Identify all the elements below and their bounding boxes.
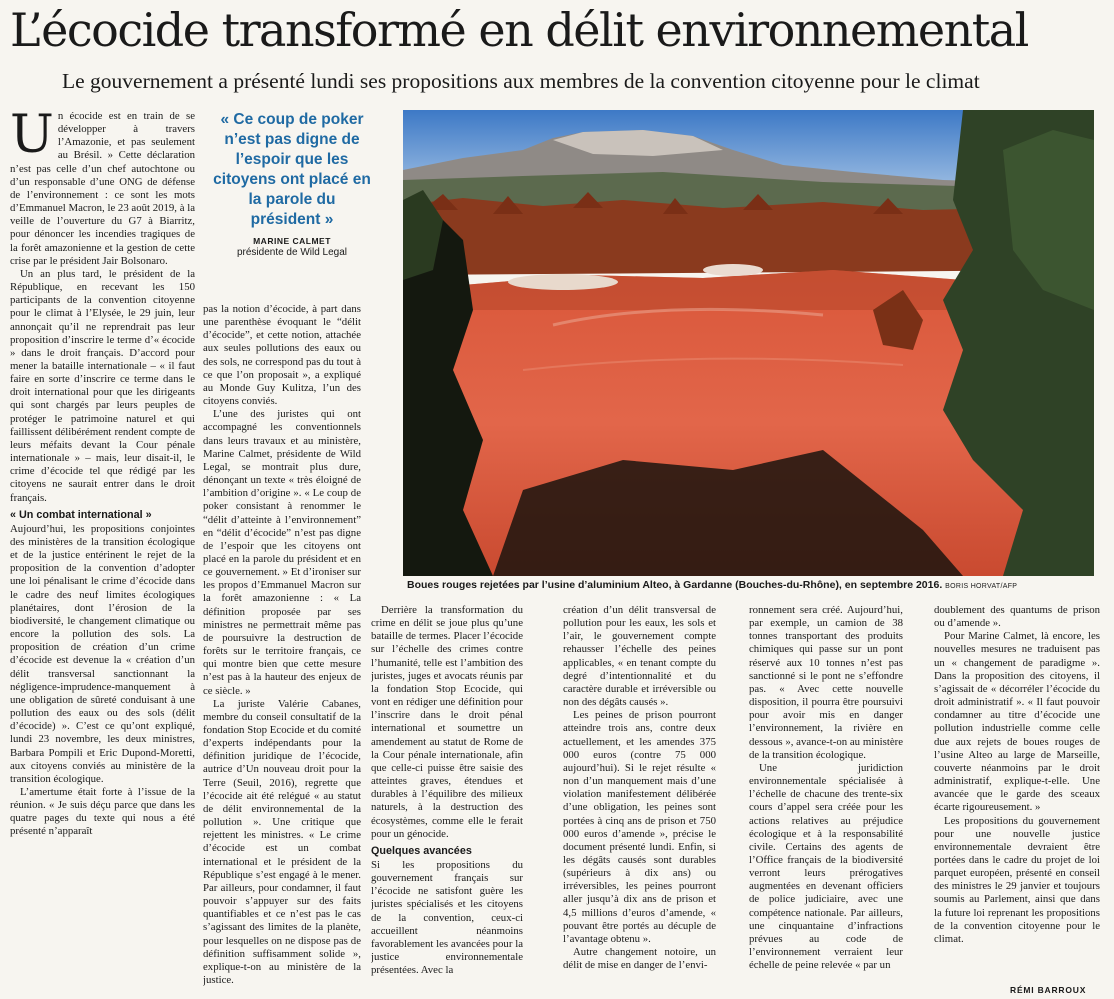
article-column-3 [371,604,523,988]
article-paragraph: L’amertume était forte à l’issue de la réunion. « Je suis déçu parce que dans les quatre pages du texte qui nous a été présenté n’apparaît [10,785,195,838]
photo-caption [407,579,1107,591]
pull-quote-author: MARINE CALMET [253,236,331,246]
article-paragraph: Si les propositions du gouvernement français sur l’écocide ne satisfont guère les juristes spécialisés et les citoyens de la convention, ceux-ci accueillent néanmoins favorablement les avancées pour la justice environnementale présentées. Avec la [371,858,523,977]
article-paragraph: Autre changement notoire, un délit de mise en danger de l’envi- [563,946,716,972]
article-paragraph: ronnement sera créé. Aujourd’hui, par exemple, un camion de 38 tonnes transportant des produits chimiques qui passe sur un pont réservé aux 10 tonnes n’est pas sanctionné si le pont ne s’effondre pas. « Avec cette nouvelle disposition, il pourra être poursuivi pour avoir mis en danger l’environnement, la rivière en dessous », avance-t-on au ministère de la transition écologique. [749,604,903,761]
article-column-2 [203,303,361,993]
article-paragraph: Aujourd’hui, les propositions conjointes des ministères de la transition écologique et de la justice entérinent le rejet de la proposition de la convention d’adopter une loi pénalisant le crime d’écocide dans le cadre des neuf limites écologiques planétaires, dont l’érosion de la biodiversité, le changement climatique ou encore la pollution des sols. La proposition de création d’un crime d’écocide est devenue la « création d’un délit transversal sanctionnant la négligence-imprudence-manquement à une obligation de sûreté conduisant à une pollution des eaux ou des sols (délit d’écocide) ». C’est ce qu’ont expliqué, lundi 23 novembre, les deux ministres, Barbara Pompili et Eric Dupond-Moretti, aux citoyens conviés au ministère de la transition écologique. [10,522,195,785]
article-paragraph: Un an plus tard, le président de la République, en recevant les 150 participants de la convention citoyenne pour le climat à l’Elysée, le 29 juin, leur annonçait qu’il ne reprendrait pas leur proposition d’inscrire le terme d’« écocide » dans le droit français. D’accord pour mener la bataille internationale – « il faut faire en sorte d’inscrire ce terme dans le droit international pour que les dirigeants qui sont chargés par leurs peuples de protéger le patrimoine naturel et qui faillissent délibérément rendent compte de leurs méfaits devant la Cour pénale internationale » – mais, leur disait-il, le crime d’écocide tel que rédigé par les citoyens ne saurait entrer dans le droit français. [10,267,195,504]
article-paragraph: pas la notion d’écocide, à part dans une parenthèse évoquant le “délit d’écocide”, et cette notion, attachée aux seules pollutions des eaux ou des sols, ne correspond pas du tout à ce que l’on proposait », a expliqué au Monde Guy Kulitza, l’un des citoyens conviés. [203,303,361,408]
article-paragraph: création d’un délit transversal de pollution pour les eaux, les sols et l’air, le gouvernement compte rehausser l’échelle des peines applicables, « en tenant compte du degré d’intentionnalité et du caractère durable et irréversible ou non des dégâts causés ». [563,604,716,709]
author-signature: RÉMI BARROUX [1010,985,1087,995]
article-column-1 [10,110,195,990]
article-column-4 [563,604,716,988]
pull-quote-text: « Ce coup de poker n’est pas digne de l’espoir que les citoyens ont placé en la parole du président » [213,111,371,228]
article-paragraph: doublement des quantums de prison ou d’amende ». [934,604,1100,630]
photo-caption-text: Boues rouges rejetées par l’usine d’aluminium Alteo, à Gardanne (Bouches-du-Rhône), en septembre 2016. [407,579,943,591]
article-paragraph: Un écocide est en train de se développer à travers l’Amazonie, et pas seulement au Brésil. » Cette déclaration n’est pas celle d’un chef autochtone ou d’un responsable d’une ONG de défense de l’environnement : ce sont les mots d’Emmanuel Macron, le 23 août 2019, à la veille de l’ouverture du G7 à Biarritz, pour dénoncer les incendies tragiques de la forêt amazonienne et la gestion de cette crise par le président Jair Bolsonaro. [10,110,195,267]
section-heading: « Un combat international » [10,508,152,521]
article-paragraph: Les propositions du gouvernement pour une nouvelle justice environnementale devraient être portées dans le cadre du projet de loi parquet européen, présenté en conseil des ministres le 29 janvier et toujours soumis au Parlement, ainsi que dans la future loi reprenant les propositions de la convention citoyenne pour le climat. [934,814,1100,945]
drop-cap: U [10,110,54,165]
article-paragraph: Une juridiction environnementale spécialisée à l’échelle de chacune des trente-six cours d’appel sera créée pour les actions relatives au préjudice écologique et à la responsabilité civile. Certains des agents de l’Office français de la biodiversité verront leurs prérogatives augmentées en devenant officiers de police judiciaire, avec une compétence nationale. Par ailleurs, une cinquantaine d’infractions prévues au code de l’environnement verraient leur échelle de peine relevée « par un [749,761,903,972]
article-photo [403,110,1094,576]
pull-quote-role: présidente de Wild Legal [236,247,348,258]
subheadline: Le gouvernement a présenté lundi ses propositions aux membres de la convention citoyenne pour le climat [62,69,980,93]
red-mud-landscape-image [403,110,1094,576]
section-heading: Quelques avancées [371,844,472,857]
article-paragraph: Derrière la transformation du crime en délit se joue plus qu’une bataille de termes. Placer l’écocide sur l’échelle des crimes contre l’humanité, telle est l’ambition des juristes, juges et avocats réunis par la fondation Stop Ecocide, qui vont en rédiger une définition pour l’inscrire dans le droit pénal international et soumettre un amendement au statut de Rome de la Cour pénale internationale, afin que celle-ci puisse être saisie des atteintes graves, étendues et durables à l’équilibre des milieux naturels, à la destruction des écosystèmes, comme elle le ferait pour un génocide. [371,604,523,840]
photo-credit: BORIS HORVAT/AFP [945,583,1018,590]
article-column-6 [934,604,1100,980]
article-paragraph: Pour Marine Calmet, là encore, les nouvelles mesures ne traduisent pas un « changement de paradigme ». Dans la proposition des citoyens, il s’agissait de « décorréler l’écocide du droit administratif ». « Il faut pouvoir condamner au titre d’écocide une pollution industrielle comme celle due aux rejets de boues rouges de l’usine Alteo au large de Marseille, couverte néanmoins par le droit administratif, explique-t-elle. Une avancée que le garde des sceaux écarte rigoureusement. » [934,630,1100,814]
article-paragraph: L’une des juristes qui ont accompagné les conventionnels dans leurs travaux et au ministère, Marine Calmet, présidente de Wild Legal, se montrait plus dure, dénonçant un texte « très éloigné de l’ambition d’origine ». « Le coup de poker consistant à renommer le “délit d’atteinte à l’environnement” en “délit d’écocide” n’est pas digne de l’espoir que les citoyens ont placé en la parole du président et en ce gouvernement. » Et d’ironiser sur les propos d’Emmanuel Macron sur la forêt amazonienne : « La définition proposée par ses ministres ne permettrait même pas de poursuivre la destruction de forêts sur le territoire français, ce qui montre bien que cette mesure n’est pas à la hauteur des enjeux de ce siècle. » [203,408,361,697]
article-column-5 [749,604,903,988]
pull-quote [212,110,372,258]
article-paragraph: La juriste Valérie Cabanes, membre du conseil consultatif de la fondation Stop Ecocide et du comité d’experts indépendants pour la définition juridique de l’écocide, autrice d’Un nouveau droit pour la Terre (Seuil, 2016), regrette que l’écocide ait été relégué « au statut de délit environnemental de la pollution ». Une critique que rejettent les ministres. « Le crime d’écocide est un combat international et le président de la République s’est engagé à le mener. Par ailleurs, pour condamner, il faut pouvoir s’appuyer sur des faits quantifiables et ce n’est pas le cas s’agissant des limites de la planète, pour lesquelles on ne dispose pas de définition suffisamment solide », explique-t-on au ministère de la justice. [203,697,361,986]
headline: L’écocide transformé en délit environnemental [10,3,1028,57]
article-paragraph: Les peines de prison pourront atteindre trois ans, contre deux actuellement, et les amendes 375 000 euros (contre 75 000 aujourd’hui). Si le rejet résulte « non d’un manquement mais d’une violation manifestement délibérée d’une obligation, les peines sont portées à cinq ans de prison et 750 000 euros d’amende », précise le document présenté lundi. Enfin, si les dégâts causés sont durables (supérieurs à dix ans) ou irréversibles, les peines pourront aller jusqu’à dix ans de prison et 4,5 millions d’euros d’amende, « pouvant être portés au décuple de l’avantage obtenu ». [563,709,716,945]
